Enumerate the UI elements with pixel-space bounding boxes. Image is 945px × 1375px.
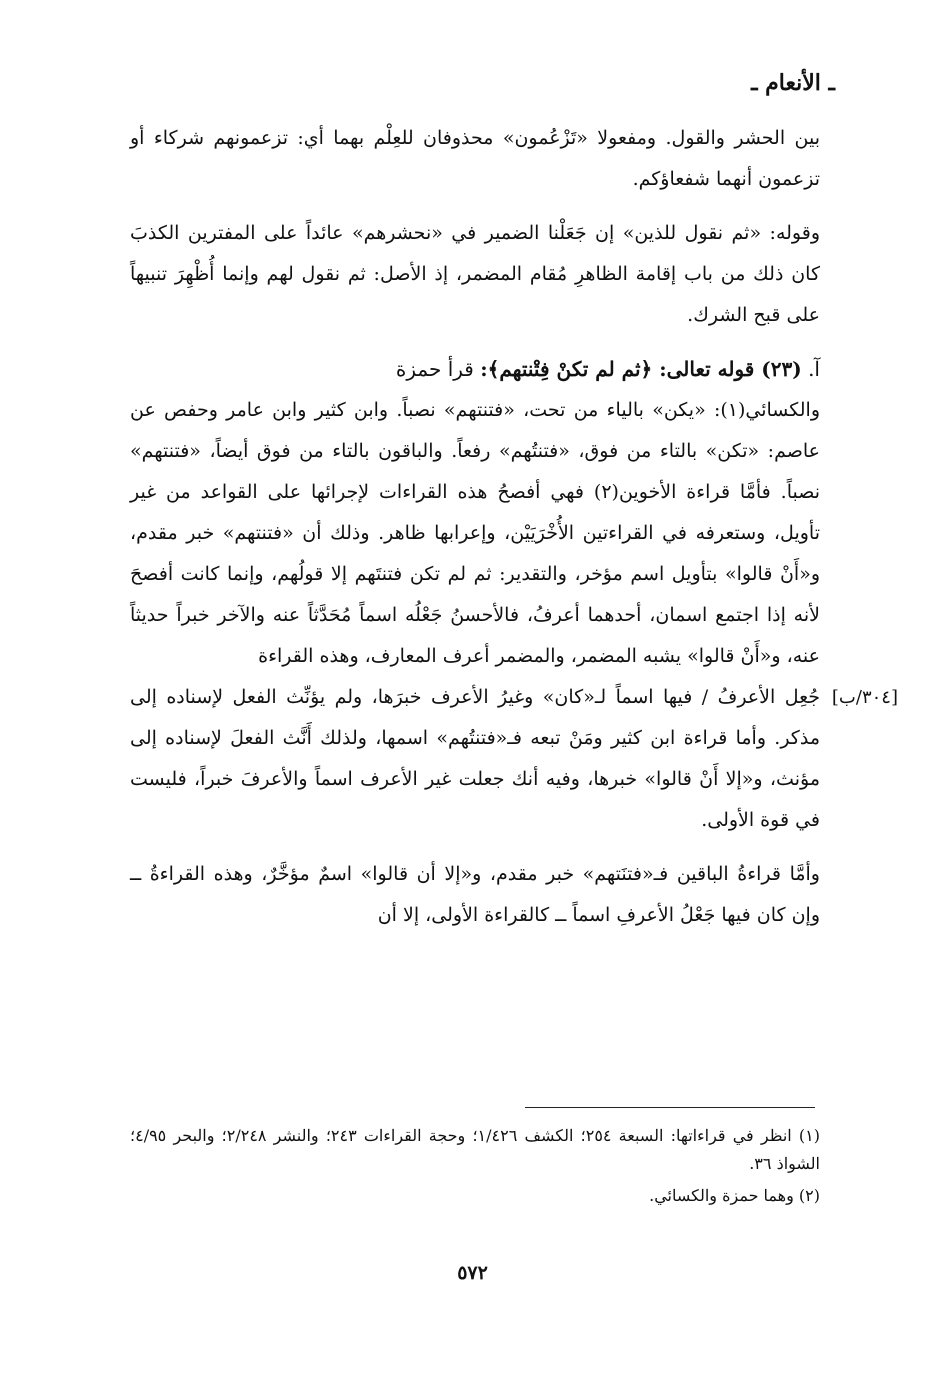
verse-heading: [130, 349, 820, 390]
verse-heading-label: (٢٣) قوله تعالى: ﴿ثم لم تكنْ فِتْنتهم﴾:: [480, 357, 802, 381]
page-number: ٥٧٢: [457, 1262, 488, 1284]
folio-marker: [٣٠٤/ب]: [831, 687, 898, 708]
running-header: ـ الأنعام ـ: [751, 70, 835, 96]
paragraph-4-text: جُعِل الأعرفُ / فيها اسماً لـ«كان» وغيرُ الأعرف خبرَها، ولم يؤنِّث الفعل لإسناده إلى مذكر. وأما قراءة ابن كثير ومَنْ تبعه فـ«فتنتُهم» اسمها، ولذلك أَنَّث الفعلَ لإسناده إلى مؤنث، و«إلا أَنْ قالوا» خبرها، وفيه أنك جعلت غير الأعرف اسماً والأعرفَ خبراً، فليست في قوة الأولى.: [130, 686, 821, 831]
paragraph-1: بين الحشر والقول. ومفعولا «تَزْعُمون» محذوفان للعِلْم بهما أي: تزعمونهم شركاء أو تزعمون أنهما شفعاؤكم.: [130, 127, 820, 190]
footnote-divider: [525, 1107, 815, 1108]
verse-heading-prefix: آ.: [808, 357, 820, 381]
paragraph-2: وقوله: «ثم نقول للذين» إن جَعَلْنا الضمير في «نحشرهم» عائداً على المفترين الكذبَ كان ذلك من باب إقامة الظاهرِ مُقام المضمر، إذ الأصل: ثم نقول لهم وإنما أُظْهِرَ تنبيهاً على قبح الشرك.: [130, 222, 820, 326]
main-text: [130, 118, 898, 936]
footnote-2: (٢) وهما حمزة والكسائي.: [649, 1186, 820, 1205]
paragraph-5: وأمَّا قراءةُ الباقين فـ«فتنَتهم» خبر مقدم، و«إلا أن قالوا» اسمٌ مؤخَّرٌ، وهذه القراءةُ ــ وإن كان فيها جَعْلُ الأعرفِ اسماً ــ كالقراءة الأولى، إلا أن: [130, 863, 820, 926]
footnotes: [130, 1122, 820, 1214]
verse-heading-rest: قرأ حمزة: [395, 357, 474, 381]
footnote-1: (١) انظر في قراءاتها: السبعة ٢٥٤؛ الكشف ١/٤٢٦؛ وحجة القراءات ٢٤٣؛ والنشر ٢/٢٤٨؛ والبحر ٤/٩٥؛ الشواذ ٣٦.: [130, 1126, 820, 1173]
paragraph-4: [130, 677, 898, 841]
paragraph-3: والكسائي(١): «يكن» بالياء من تحت، «فتنتهم» نصباً. وابن كثير وابن عامر وحفص عن عاصم: «تكن» بالتاء من فوق، «فتنتُهم» رفعاً. والباقون بالتاء من فوق أيضاً، «فتنتهم» نصباً. فأمَّا قراءة الأخوين(٢) فهي أفصحُ هذه القراءات لإجرائها على القواعد من غير تأويل، وستعرفه في القراءتين الأُخْرَيَيْن، وإعرابها ظاهر. وذلك أن «فتنتهم» خبر مقدم، و«أَنْ قالوا» بتأويل اسم مؤخر، والتقدير: ثم لم تكن فتنتَهم إلا قولُهم، وإنما كانت أفصحَ لأنه إذا اجتمع اسمان، أحدهما أعرفُ، فالأحسنُ جَعْلُه اسماً مُحَدَّثاً عنه والآخر خبراً حديثاً عنه، و«أَنْ قالوا» يشبه المضمر، والمضمر أعرف المعارف، وهذه القراءة: [130, 399, 820, 667]
